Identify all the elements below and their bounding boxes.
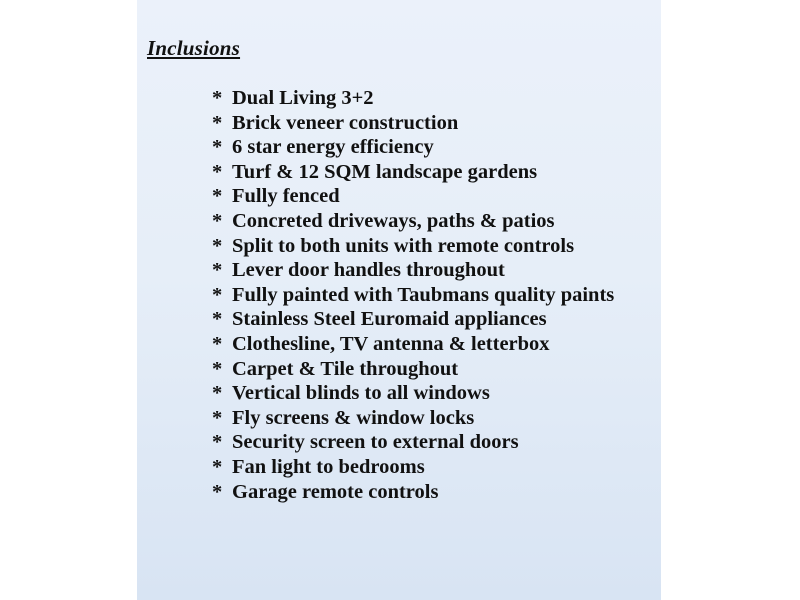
inclusion-item bbox=[212, 455, 652, 480]
inclusion-item bbox=[212, 307, 652, 332]
inclusion-item-label: 6 star energy efficiency bbox=[232, 136, 434, 159]
bullet-star: * bbox=[212, 382, 223, 405]
inclusion-item bbox=[212, 258, 652, 283]
inclusion-item-label: Stainless Steel Euromaid appliances bbox=[232, 308, 547, 331]
inclusion-item-label: Fully fenced bbox=[232, 185, 340, 208]
inclusion-item bbox=[212, 480, 652, 505]
bullet-star: * bbox=[212, 160, 223, 183]
bullet-star: * bbox=[212, 406, 223, 429]
bullet-star: * bbox=[212, 431, 223, 454]
inclusion-item bbox=[212, 381, 652, 406]
inclusion-item bbox=[212, 184, 652, 209]
inclusion-item-label: Split to both units with remote controls bbox=[232, 234, 575, 257]
inclusion-item bbox=[212, 135, 652, 160]
inclusion-item-label: Fully painted with Taubmans quality paints bbox=[232, 283, 615, 306]
inclusion-item bbox=[212, 283, 652, 308]
inclusion-item bbox=[212, 357, 652, 382]
inclusion-item-label: Security screen to external doors bbox=[232, 431, 519, 454]
inclusion-item-label: Dual Living 3+2 bbox=[232, 87, 374, 109]
bullet-star: * bbox=[212, 234, 223, 257]
inclusion-item bbox=[212, 406, 652, 431]
inclusion-item-label: Turf & 12 SQM landscape gardens bbox=[232, 160, 538, 183]
inclusions-heading: Inclusions bbox=[147, 36, 241, 60]
inclusion-item bbox=[212, 209, 652, 234]
inclusion-item-label: Fly screens & window locks bbox=[232, 406, 475, 429]
inclusion-item bbox=[212, 86, 652, 111]
inclusion-item bbox=[212, 160, 652, 185]
inclusion-item bbox=[212, 111, 652, 136]
bullet-star: * bbox=[212, 136, 223, 159]
inclusions-list bbox=[212, 86, 652, 504]
bullet-star: * bbox=[212, 332, 223, 355]
inclusion-item-label: Fan light to bedrooms bbox=[232, 455, 425, 478]
inclusion-item-label: Lever door handles throughout bbox=[232, 259, 505, 282]
inclusion-item-label: Garage remote controls bbox=[232, 480, 439, 503]
bullet-star: * bbox=[212, 357, 223, 380]
inclusion-item-label: Carpet & Tile throughout bbox=[232, 357, 459, 380]
inclusion-item-label: Brick veneer construction bbox=[232, 111, 459, 134]
bullet-star: * bbox=[212, 283, 223, 306]
bullet-star: * bbox=[212, 308, 223, 331]
bullet-star: * bbox=[212, 209, 223, 232]
bullet-star: * bbox=[212, 111, 223, 134]
bullet-star: * bbox=[212, 87, 223, 109]
bullet-star: * bbox=[212, 480, 223, 503]
inclusion-item-label: Clothesline, TV antenna & letterbox bbox=[232, 332, 550, 355]
bullet-star: * bbox=[212, 185, 223, 208]
inclusion-item-label: Vertical blinds to all windows bbox=[232, 382, 490, 405]
bullet-star: * bbox=[212, 455, 223, 478]
inclusion-item bbox=[212, 234, 652, 259]
inclusion-item bbox=[212, 430, 652, 455]
inclusion-item bbox=[212, 332, 652, 357]
inclusion-item-label: Concreted driveways, paths & patios bbox=[232, 209, 555, 232]
bullet-star: * bbox=[212, 259, 223, 282]
